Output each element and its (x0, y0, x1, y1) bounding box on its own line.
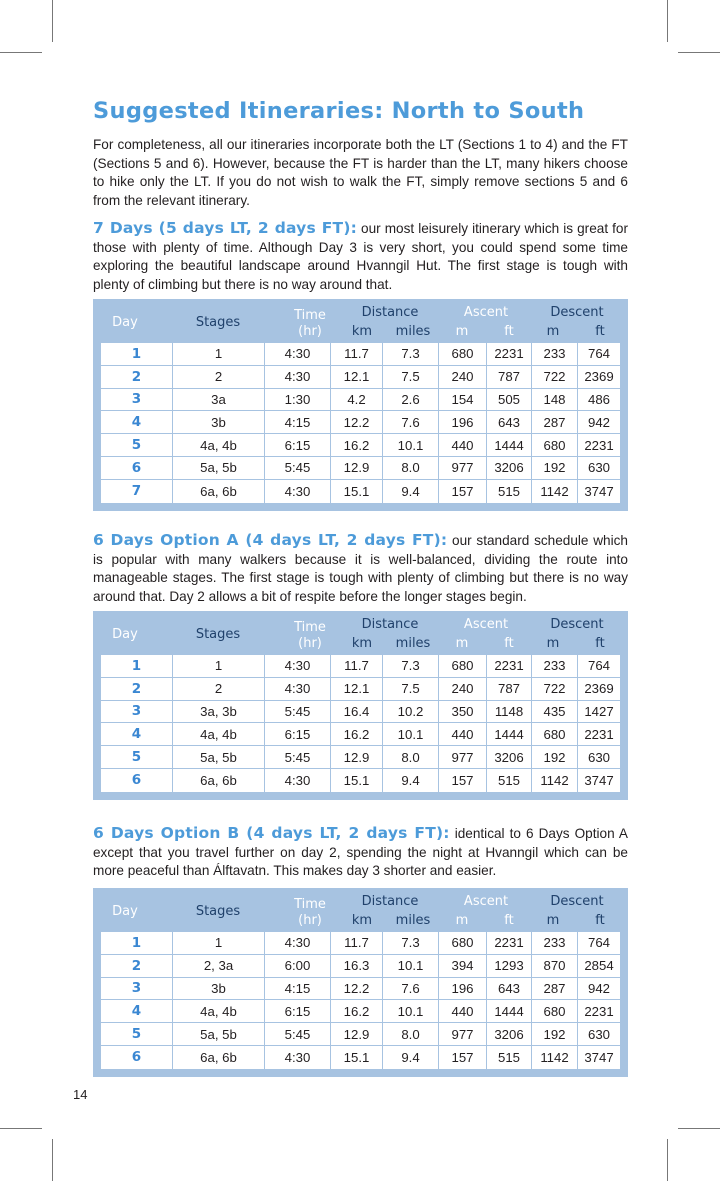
header-time-2: (hr) (298, 636, 322, 651)
table-row (101, 769, 620, 792)
header-descent: Descent (550, 894, 604, 909)
header-ascent: Ascent (463, 305, 509, 320)
cell-time: 4:30 (264, 480, 330, 503)
page-title: Suggested Itineraries: North to South (93, 98, 585, 124)
cell-ascent-ft: 3206 (486, 1023, 531, 1045)
header-ascent: Ascent (463, 894, 509, 909)
cell-time: 4:30 (264, 655, 330, 677)
table-row (101, 655, 620, 678)
header-km: km (351, 913, 373, 928)
cell-day: 2 (131, 680, 142, 697)
header-km: km (351, 324, 373, 339)
intro-paragraph: For completeness, all our itineraries incorporate both the LT (Sections 1 to 4) and the FT (Sections 5 and 6). However, because the FT is harder than the LT, many hikers choose to hike only the LT. If you do not wish to walk the FT, simply remove sections 5 and 6 from the relevant itinerary. (93, 137, 628, 208)
cell-ascent-ft: 3206 (486, 746, 531, 768)
table-body (101, 655, 620, 792)
cell-km: 11.7 (330, 932, 382, 954)
cell-descent-m: 1142 (531, 480, 577, 503)
cell-descent-ft: 630 (577, 1023, 620, 1045)
cell-ascent-m: 977 (438, 1023, 486, 1045)
section-heading: 6 Days Option B (4 days LT, 2 days FT): (93, 824, 450, 842)
cell-ascent-ft: 515 (486, 480, 531, 503)
header-ft: ft (595, 324, 605, 339)
cell-km: 4.2 (330, 389, 382, 411)
cell-descent-m: 287 (531, 411, 577, 433)
cell-ascent-ft: 1444 (486, 434, 531, 456)
cell-km: 12.9 (330, 457, 382, 479)
section-text: our most leisurely itinerary which is great for those with plenty of time. Although Day 3 is very short, you could spend some time exploring the beautiful landscape around Hvanngil Hut. The first stage is tough with plenty of climbing but there is no way around that. (93, 221, 628, 292)
cell-km: 12.1 (330, 678, 382, 700)
header-time-1: Time (294, 308, 326, 323)
table-row (101, 434, 620, 457)
cell-km: 16.2 (330, 434, 382, 456)
cell-ascent-ft: 1148 (486, 701, 531, 723)
cell-km: 12.2 (330, 411, 382, 433)
cell-ascent-ft: 787 (486, 366, 531, 388)
cell-miles: 10.1 (382, 1000, 438, 1022)
cell-stages: 4a, 4b (172, 434, 264, 456)
cell-descent-m: 722 (531, 678, 577, 700)
cell-stages: 1 (172, 655, 264, 677)
header-km: km (351, 636, 373, 651)
cell-descent-m: 680 (531, 1000, 577, 1022)
cell-stages: 2 (172, 678, 264, 700)
cell-ascent-ft: 787 (486, 678, 531, 700)
cell-ascent-m: 680 (438, 343, 486, 365)
header-ascent: Ascent (463, 617, 509, 632)
cell-descent-ft: 2854 (577, 955, 620, 977)
cell-day: 3 (131, 391, 142, 408)
cell-descent-ft: 3747 (577, 1046, 620, 1069)
cell-descent-ft: 630 (577, 746, 620, 768)
table-body (101, 932, 620, 1069)
cell-day: 4 (131, 414, 142, 431)
table-header (93, 299, 628, 343)
header-ft: ft (504, 913, 514, 928)
cell-km: 15.1 (330, 1046, 382, 1069)
cell-miles: 10.2 (382, 701, 438, 723)
cell-ascent-m: 196 (438, 978, 486, 1000)
header-m: m (455, 913, 469, 928)
cell-stages: 6a, 6b (172, 769, 264, 792)
header-day: Day (112, 627, 138, 642)
section-text: identical to 6 Days Option A except that you travel further on day 2, spending the night at Hvanngil which can be more peaceful than Álftavatn. This makes day 3 shorter and easier. (93, 826, 628, 878)
cell-descent-ft: 3747 (577, 769, 620, 792)
cell-descent-m: 192 (531, 1023, 577, 1045)
header-ft: ft (595, 913, 605, 928)
cell-km: 16.4 (330, 701, 382, 723)
cell-time: 4:15 (264, 978, 330, 1000)
cell-descent-ft: 2369 (577, 678, 620, 700)
cell-descent-ft: 1427 (577, 701, 620, 723)
cell-descent-ft: 3747 (577, 480, 620, 503)
cell-miles: 2.6 (382, 389, 438, 411)
cell-stages: 1 (172, 932, 264, 954)
header-time-2: (hr) (298, 324, 322, 339)
table-header (93, 888, 628, 932)
cell-time: 6:15 (264, 723, 330, 745)
cell-stages: 2 (172, 366, 264, 388)
table-row (101, 457, 620, 480)
header-distance: Distance (361, 305, 419, 320)
header-m: m (546, 324, 560, 339)
table-row (101, 343, 620, 366)
cell-ascent-m: 154 (438, 389, 486, 411)
crop-mark (667, 0, 668, 42)
section-heading: 6 Days Option A (4 days LT, 2 days FT): (93, 531, 448, 549)
table-row (101, 1023, 620, 1046)
cell-time: 5:45 (264, 701, 330, 723)
cell-stages: 6a, 6b (172, 480, 264, 503)
cell-km: 12.2 (330, 978, 382, 1000)
table-row (101, 411, 620, 434)
cell-time: 6:15 (264, 1000, 330, 1022)
cell-ascent-ft: 643 (486, 411, 531, 433)
cell-day: 7 (131, 483, 142, 500)
cell-ascent-ft: 1293 (486, 955, 531, 977)
cell-stages: 5a, 5b (172, 457, 264, 479)
cell-km: 11.7 (330, 343, 382, 365)
cell-descent-ft: 2231 (577, 723, 620, 745)
cell-ascent-m: 157 (438, 769, 486, 792)
itinerary-table-7-days (93, 299, 628, 511)
table-row (101, 1000, 620, 1023)
cell-miles: 9.4 (382, 769, 438, 792)
cell-km: 12.1 (330, 366, 382, 388)
cell-miles: 7.6 (382, 978, 438, 1000)
cell-stages: 3b (172, 978, 264, 1000)
cell-stages: 3a (172, 389, 264, 411)
cell-stages: 3b (172, 411, 264, 433)
header-ft: ft (595, 636, 605, 651)
header-m: m (455, 324, 469, 339)
cell-km: 16.3 (330, 955, 382, 977)
cell-day: 6 (131, 1049, 142, 1066)
cell-miles: 10.1 (382, 723, 438, 745)
cell-day: 1 (131, 657, 142, 674)
cell-ascent-ft: 3206 (486, 457, 531, 479)
table-row (101, 389, 620, 412)
cell-km: 12.9 (330, 1023, 382, 1045)
section-6-days-b-paragraph (93, 824, 628, 881)
cell-ascent-ft: 515 (486, 1046, 531, 1069)
cell-descent-m: 148 (531, 389, 577, 411)
cell-descent-ft: 2231 (577, 434, 620, 456)
cell-day: 2 (131, 368, 142, 385)
cell-ascent-ft: 505 (486, 389, 531, 411)
cell-km: 15.1 (330, 769, 382, 792)
cell-ascent-m: 240 (438, 366, 486, 388)
header-ft: ft (504, 636, 514, 651)
header-day: Day (112, 904, 138, 919)
cell-ascent-m: 440 (438, 1000, 486, 1022)
cell-day: 1 (131, 345, 142, 362)
crop-mark (0, 1128, 42, 1129)
cell-time: 4:15 (264, 411, 330, 433)
cell-descent-m: 233 (531, 932, 577, 954)
cell-ascent-m: 977 (438, 746, 486, 768)
cell-ascent-ft: 2231 (486, 655, 531, 677)
header-ft: ft (504, 324, 514, 339)
cell-day: 3 (131, 980, 142, 997)
crop-mark (678, 1128, 720, 1129)
cell-ascent-ft: 2231 (486, 932, 531, 954)
table-body (101, 343, 620, 503)
cell-miles: 7.6 (382, 411, 438, 433)
section-heading: 7 Days (5 days LT, 2 days FT): (93, 219, 357, 237)
cell-day: 4 (131, 726, 142, 743)
header-time-1: Time (294, 620, 326, 635)
header-time-2: (hr) (298, 913, 322, 928)
crop-mark (678, 52, 720, 53)
header-distance: Distance (361, 894, 419, 909)
cell-ascent-m: 350 (438, 701, 486, 723)
cell-descent-m: 870 (531, 955, 577, 977)
table-row (101, 978, 620, 1001)
cell-stages: 3a, 3b (172, 701, 264, 723)
table-row (101, 723, 620, 746)
cell-time: 5:45 (264, 746, 330, 768)
cell-miles: 9.4 (382, 480, 438, 503)
cell-miles: 7.3 (382, 343, 438, 365)
cell-descent-ft: 2231 (577, 1000, 620, 1022)
cell-ascent-m: 680 (438, 932, 486, 954)
cell-time: 6:15 (264, 434, 330, 456)
cell-stages: 2, 3a (172, 955, 264, 977)
table-row (101, 480, 620, 503)
header-descent: Descent (550, 305, 604, 320)
table-row (101, 701, 620, 724)
cell-time: 5:45 (264, 1023, 330, 1045)
cell-stages: 4a, 4b (172, 723, 264, 745)
cell-ascent-ft: 515 (486, 769, 531, 792)
cell-miles: 10.1 (382, 434, 438, 456)
cell-time: 1:30 (264, 389, 330, 411)
cell-miles: 7.3 (382, 932, 438, 954)
cell-ascent-m: 240 (438, 678, 486, 700)
cell-descent-m: 1142 (531, 1046, 577, 1069)
header-descent: Descent (550, 617, 604, 632)
cell-time: 5:45 (264, 457, 330, 479)
cell-day: 4 (131, 1003, 142, 1020)
section-text: our standard schedule which is popular with many walkers because it is well-balanced, dividing the route into manageable stages. The first stage is tough with plenty of climbing but there is no way around that. Day 2 allows a bit of respite before the longer stages begin. (93, 533, 628, 604)
cell-time: 4:30 (264, 343, 330, 365)
section-7-days-paragraph (93, 219, 628, 294)
cell-ascent-ft: 643 (486, 978, 531, 1000)
cell-stages: 6a, 6b (172, 1046, 264, 1069)
cell-ascent-m: 157 (438, 480, 486, 503)
cell-time: 4:30 (264, 932, 330, 954)
cell-descent-m: 435 (531, 701, 577, 723)
header-miles: miles (395, 913, 431, 928)
cell-ascent-ft: 1444 (486, 723, 531, 745)
cell-ascent-ft: 1444 (486, 1000, 531, 1022)
cell-ascent-m: 680 (438, 655, 486, 677)
header-day: Day (112, 315, 138, 330)
cell-miles: 9.4 (382, 1046, 438, 1069)
cell-descent-m: 680 (531, 723, 577, 745)
header-miles: miles (395, 636, 431, 651)
cell-miles: 7.5 (382, 678, 438, 700)
cell-km: 12.9 (330, 746, 382, 768)
header-m: m (546, 913, 560, 928)
cell-descent-ft: 942 (577, 978, 620, 1000)
cell-km: 15.1 (330, 480, 382, 503)
header-distance: Distance (361, 617, 419, 632)
header-stages: Stages (195, 627, 241, 642)
cell-day: 5 (131, 1026, 142, 1043)
cell-day: 3 (131, 703, 142, 720)
page-number: 14 (73, 1087, 88, 1102)
cell-ascent-m: 196 (438, 411, 486, 433)
cell-descent-m: 680 (531, 434, 577, 456)
cell-day: 6 (131, 772, 142, 789)
crop-mark (52, 0, 53, 42)
cell-day: 5 (131, 749, 142, 766)
cell-descent-m: 233 (531, 655, 577, 677)
cell-descent-m: 287 (531, 978, 577, 1000)
cell-miles: 10.1 (382, 955, 438, 977)
header-miles: miles (395, 324, 431, 339)
table-row (101, 932, 620, 955)
cell-time: 4:30 (264, 366, 330, 388)
cell-km: 11.7 (330, 655, 382, 677)
crop-mark (0, 52, 42, 53)
cell-descent-ft: 942 (577, 411, 620, 433)
cell-miles: 8.0 (382, 1023, 438, 1045)
cell-time: 4:30 (264, 769, 330, 792)
cell-descent-ft: 486 (577, 389, 620, 411)
cell-descent-ft: 764 (577, 655, 620, 677)
cell-stages: 4a, 4b (172, 1000, 264, 1022)
cell-ascent-m: 394 (438, 955, 486, 977)
cell-descent-m: 722 (531, 366, 577, 388)
cell-descent-m: 233 (531, 343, 577, 365)
cell-miles: 8.0 (382, 457, 438, 479)
header-stages: Stages (195, 315, 241, 330)
itinerary-table-6-days-a (93, 611, 628, 800)
cell-time: 6:00 (264, 955, 330, 977)
cell-km: 16.2 (330, 723, 382, 745)
crop-mark (52, 1139, 53, 1181)
cell-time: 4:30 (264, 678, 330, 700)
cell-ascent-m: 157 (438, 1046, 486, 1069)
cell-time: 4:30 (264, 1046, 330, 1069)
table-row (101, 366, 620, 389)
cell-day: 5 (131, 437, 142, 454)
cell-descent-m: 1142 (531, 769, 577, 792)
cell-day: 6 (131, 459, 142, 476)
crop-mark (667, 1139, 668, 1181)
header-m: m (546, 636, 560, 651)
cell-descent-ft: 764 (577, 343, 620, 365)
table-header (93, 611, 628, 655)
cell-ascent-ft: 2231 (486, 343, 531, 365)
cell-ascent-m: 440 (438, 723, 486, 745)
cell-day: 2 (131, 957, 142, 974)
table-row (101, 955, 620, 978)
cell-day: 1 (131, 934, 142, 951)
cell-ascent-m: 977 (438, 457, 486, 479)
section-6-days-a-paragraph (93, 531, 628, 606)
cell-descent-ft: 2369 (577, 366, 620, 388)
table-row (101, 746, 620, 769)
table-row (101, 1046, 620, 1069)
itinerary-table-6-days-b (93, 888, 628, 1077)
cell-stages: 5a, 5b (172, 746, 264, 768)
header-m: m (455, 636, 469, 651)
cell-miles: 7.3 (382, 655, 438, 677)
cell-descent-m: 192 (531, 457, 577, 479)
cell-stages: 1 (172, 343, 264, 365)
cell-miles: 8.0 (382, 746, 438, 768)
cell-descent-ft: 764 (577, 932, 620, 954)
cell-descent-ft: 630 (577, 457, 620, 479)
table-row (101, 678, 620, 701)
cell-descent-m: 192 (531, 746, 577, 768)
cell-km: 16.2 (330, 1000, 382, 1022)
cell-stages: 5a, 5b (172, 1023, 264, 1045)
cell-ascent-m: 440 (438, 434, 486, 456)
header-time-1: Time (294, 897, 326, 912)
cell-miles: 7.5 (382, 366, 438, 388)
header-stages: Stages (195, 904, 241, 919)
